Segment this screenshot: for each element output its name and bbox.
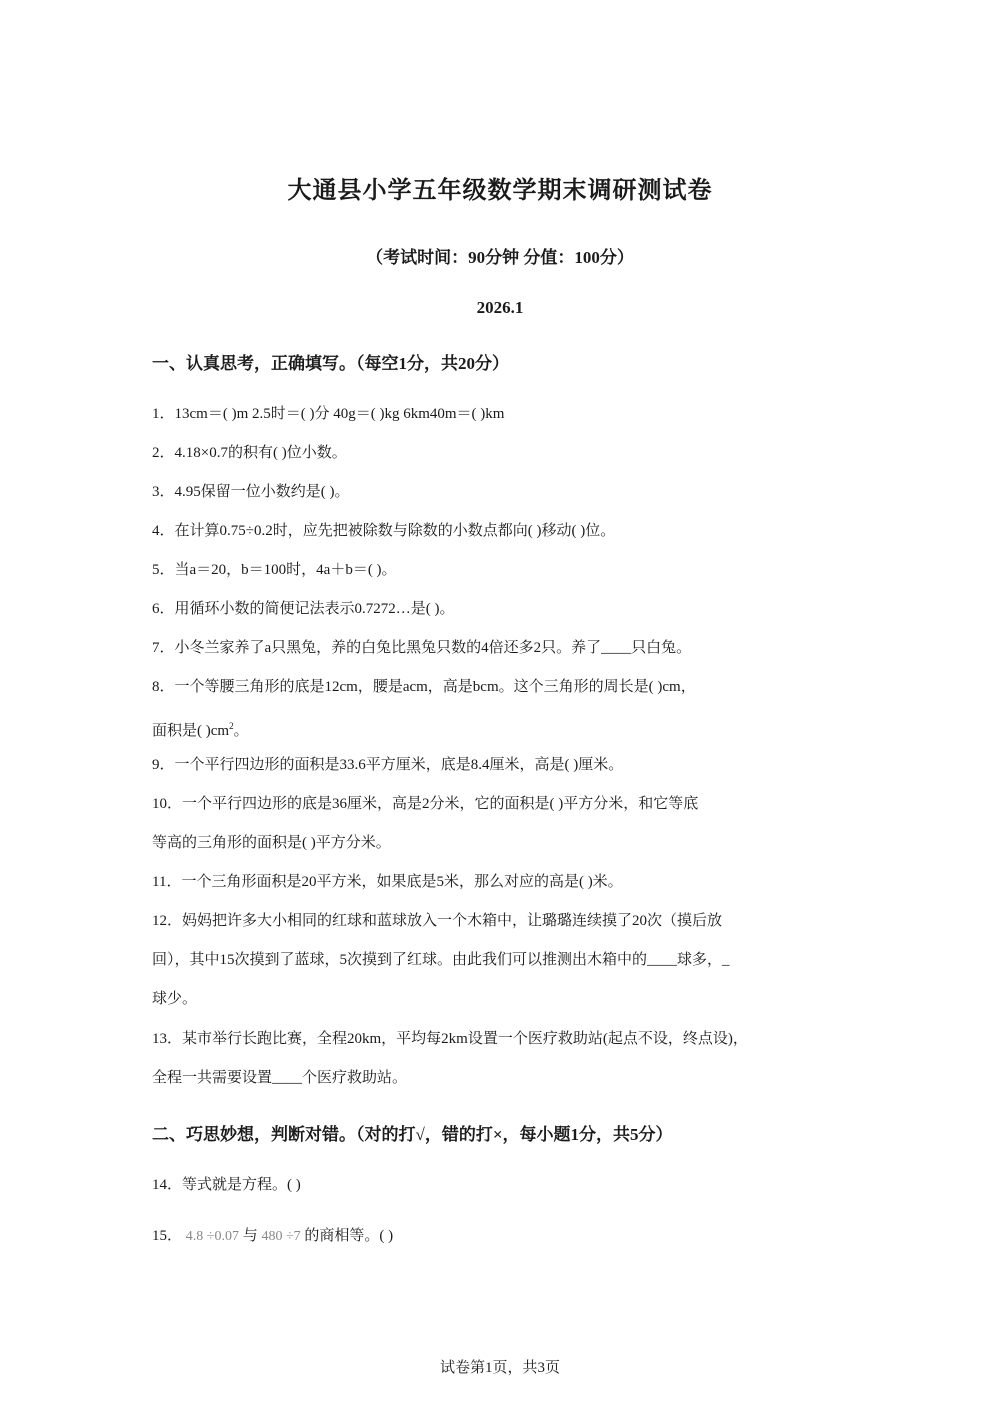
section-2-heading: 二、巧思妙想，判断对错。（对的打√，错的打×，每小题1分，共5分）	[152, 1125, 673, 1144]
question-15-ending: 的商相等。( )	[304, 1228, 394, 1244]
formula-a: 4.8 ÷0.07	[185, 1229, 239, 1244]
question-6: 6．用循环小数的简便记法表示0.7272…是( )。	[152, 601, 455, 617]
formula-b: 480 ÷7	[261, 1229, 301, 1244]
question-15-number: 15．	[152, 1228, 183, 1244]
question-3: 3．4.95保留一位小数约是( )。	[152, 484, 350, 500]
exam-date: 2026.1	[476, 298, 524, 317]
exam-subtitle: （考试时间：90分钟 分值：100分）	[366, 248, 634, 267]
question-9: 9．一个平行四边形的面积是33.6平方厘米，底是8.4厘米，高是( )厘米。	[152, 757, 624, 773]
question-8-line-1: 8．一个等腰三角形的底是12cm，腰是acm，高是bcm。这个三角形的周长是( )cm，	[152, 679, 696, 695]
question-8-area-text: 面积是( )cm	[152, 723, 230, 739]
question-13-line-2: 全程一共需要设置____个医疗救助站。	[152, 1070, 408, 1086]
exam-title: 大通县小学五年级数学期末调研测试卷	[287, 176, 713, 204]
question-10-line-2: 等高的三角形的面积是( )平方分米。	[152, 835, 391, 851]
section-1-heading: 一、认真思考，正确填写。（每空1分，共20分）	[152, 354, 509, 373]
question-13-line-1: 13．某市举行长跑比赛，全程20km，平均每2km设置一个医疗救助站(起点不设，终点设)，	[152, 1031, 748, 1047]
question-7: 7．小冬兰家养了a只黑兔，养的白兔比黑兔只数的4倍还多2只。养了____只白兔。	[152, 640, 692, 656]
question-12-line-1: 12．妈妈把许多大小相同的红球和蓝球放入一个木箱中，让璐璐连续摸了20次（摸后放	[152, 913, 723, 929]
question-12-line-2: 回），其中15次摸到了蓝球，5次摸到了红球。由此我们可以推测出木箱中的____球多，_	[152, 952, 730, 968]
question-8-line-2	[152, 716, 249, 741]
page-footer: 试卷第1页，共3页	[439, 1360, 560, 1376]
question-15-connector: 与	[242, 1228, 258, 1244]
question-1: 1．13cm＝( )m 2.5时＝( )分 40g＝( )kg 6km40m＝( )km	[152, 406, 505, 422]
squared-superscript: 2	[229, 721, 234, 731]
question-11: 11．一个三角形面积是20平方米，如果底是5米，那么对应的高是( )米。	[152, 874, 623, 890]
question-14: 14．等式就是方程。( )	[152, 1177, 301, 1193]
question-4: 4．在计算0.75÷0.2时，应先把被除数与除数的小数点都向( )移动( )位。	[152, 523, 616, 539]
question-5: 5．当a＝20，b＝100时，4a＋b＝( )。	[152, 562, 397, 578]
question-12-line-3: 球少。	[152, 991, 198, 1007]
question-15	[152, 1226, 393, 1247]
question-10-line-1: 10．一个平行四边形的底是36厘米，高是2分米，它的面积是( )平方分米，和它等底	[152, 796, 699, 812]
question-8-period: 。	[233, 723, 249, 739]
question-2: 2．4.18×0.7的积有( )位小数。	[152, 445, 347, 461]
